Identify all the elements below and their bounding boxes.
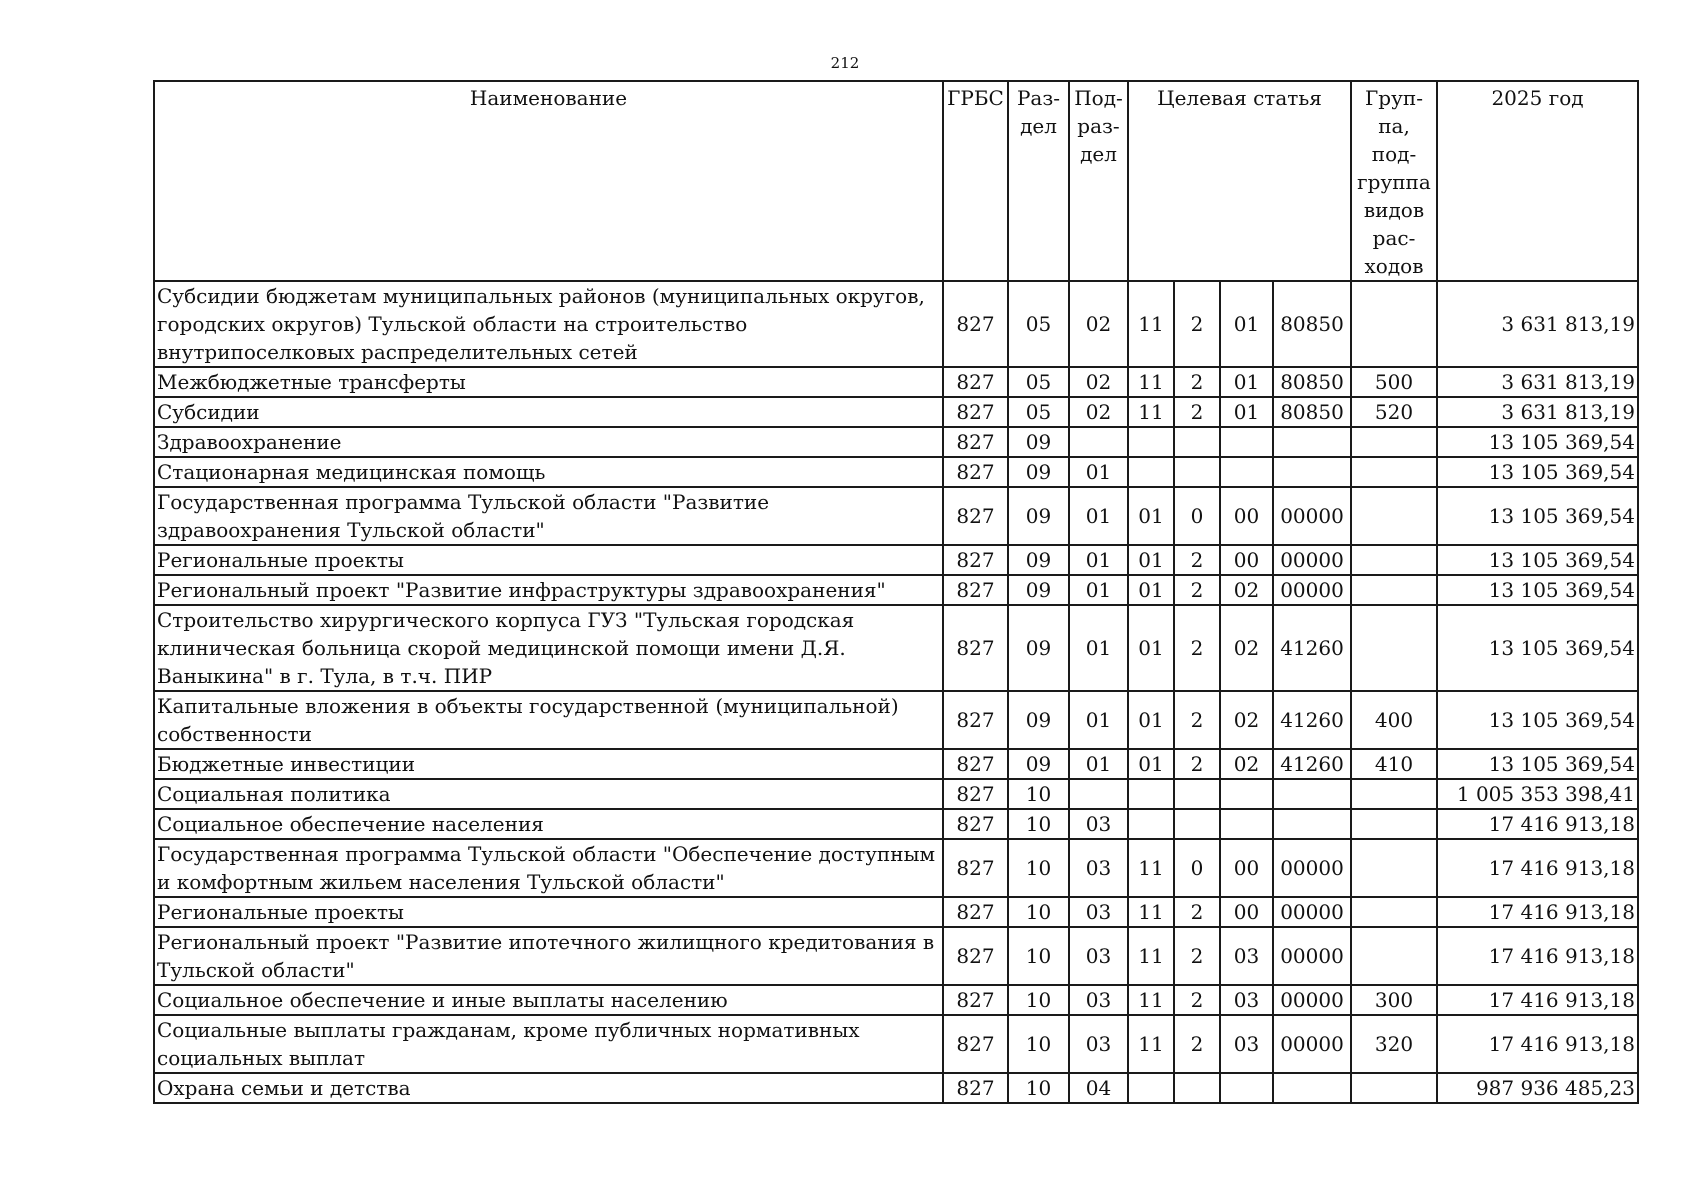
table-row: [154, 927, 1638, 985]
cell-target-type: [1174, 427, 1220, 457]
cell-podrazdel: 02: [1069, 367, 1128, 397]
cell-grbs: 827: [943, 1015, 1008, 1073]
table-row: [154, 367, 1638, 397]
cell-amount: 3 631 813,19: [1437, 397, 1638, 427]
cell-name: Социальная политика: [154, 779, 943, 809]
cell-target-direction: 00000: [1273, 897, 1351, 927]
cell-target-type: 2: [1174, 397, 1220, 427]
cell-podrazdel: 03: [1069, 985, 1128, 1015]
cell-grbs: 827: [943, 545, 1008, 575]
cell-target-type: 0: [1174, 487, 1220, 545]
cell-grbs: 827: [943, 575, 1008, 605]
cell-podrazdel: 01: [1069, 575, 1128, 605]
cell-podrazdel: 01: [1069, 457, 1128, 487]
table-row: [154, 457, 1638, 487]
cell-razdel: 10: [1008, 809, 1069, 839]
cell-razdel: 10: [1008, 779, 1069, 809]
cell-razdel: 10: [1008, 1015, 1069, 1073]
cell-name: Субсидии бюджетам муниципальных районов (муниципальных округов, городских округов) Тульской области на строительство внутрипоселковых распределительных сетей: [154, 281, 943, 367]
table-row: [154, 779, 1638, 809]
cell-razdel: 09: [1008, 457, 1069, 487]
cell-target-type: 2: [1174, 749, 1220, 779]
cell-amount: 1 005 353 398,41: [1437, 779, 1638, 809]
cell-amount: 17 416 913,18: [1437, 1015, 1638, 1073]
cell-podrazdel: 01: [1069, 605, 1128, 691]
cell-target-program: 11: [1128, 927, 1174, 985]
cell-amount: 13 105 369,54: [1437, 487, 1638, 545]
cell-target-type: [1174, 457, 1220, 487]
cell-name: Государственная программа Тульской области "Развитие здравоохранения Тульской области": [154, 487, 943, 545]
cell-target-item: 00: [1220, 487, 1273, 545]
cell-target-type: 2: [1174, 605, 1220, 691]
table-row: [154, 985, 1638, 1015]
header-year: 2025 год: [1437, 81, 1638, 281]
cell-target-program: 01: [1128, 749, 1174, 779]
table-row: [154, 605, 1638, 691]
cell-grbs: 827: [943, 749, 1008, 779]
cell-razdel: 10: [1008, 927, 1069, 985]
cell-podrazdel: 01: [1069, 749, 1128, 779]
cell-target-program: 01: [1128, 487, 1174, 545]
cell-target-program: 11: [1128, 281, 1174, 367]
cell-target-direction: 00000: [1273, 839, 1351, 897]
cell-target-direction: 00000: [1273, 927, 1351, 985]
cell-name: Здравоохранение: [154, 427, 943, 457]
cell-razdel: 10: [1008, 985, 1069, 1015]
cell-target-program: [1128, 779, 1174, 809]
cell-target-direction: [1273, 457, 1351, 487]
cell-grbs: 827: [943, 397, 1008, 427]
cell-target-item: 01: [1220, 397, 1273, 427]
table-header-row: [154, 81, 1638, 281]
cell-podrazdel: [1069, 779, 1128, 809]
header-expense-group: Груп-па, под-группа видов рас-ходов: [1351, 81, 1437, 281]
header-podrazdel: Под-раз-дел: [1069, 81, 1128, 281]
cell-expense-group: [1351, 897, 1437, 927]
cell-razdel: 09: [1008, 749, 1069, 779]
cell-target-type: 0: [1174, 839, 1220, 897]
cell-expense-group: [1351, 457, 1437, 487]
cell-razdel: 05: [1008, 281, 1069, 367]
cell-amount: 3 631 813,19: [1437, 281, 1638, 367]
cell-name: Строительство хирургического корпуса ГУЗ "Тульская городская клиническая больница скорой медицинской помощи имени Д.Я. Ваныкина" в г. Тула, в т.ч. ПИР: [154, 605, 943, 691]
cell-target-type: [1174, 1073, 1220, 1103]
cell-razdel: 10: [1008, 1073, 1069, 1103]
cell-target-item: 01: [1220, 281, 1273, 367]
cell-razdel: 09: [1008, 487, 1069, 545]
cell-target-item: 03: [1220, 927, 1273, 985]
cell-grbs: 827: [943, 809, 1008, 839]
budget-table: [153, 80, 1639, 1104]
cell-razdel: 10: [1008, 897, 1069, 927]
cell-name: Субсидии: [154, 397, 943, 427]
cell-name: Региональные проекты: [154, 897, 943, 927]
cell-amount: 13 105 369,54: [1437, 427, 1638, 457]
cell-grbs: 827: [943, 367, 1008, 397]
cell-podrazdel: [1069, 427, 1128, 457]
cell-razdel: 10: [1008, 839, 1069, 897]
page-number: 212: [830, 54, 860, 72]
cell-razdel: 09: [1008, 545, 1069, 575]
cell-podrazdel: 01: [1069, 691, 1128, 749]
cell-podrazdel: 03: [1069, 839, 1128, 897]
cell-amount: 3 631 813,19: [1437, 367, 1638, 397]
cell-target-direction: 41260: [1273, 605, 1351, 691]
header-razdel: Раз-дел: [1008, 81, 1069, 281]
cell-amount: 987 936 485,23: [1437, 1073, 1638, 1103]
table-body: [154, 281, 1638, 1103]
cell-target-direction: 00000: [1273, 575, 1351, 605]
cell-podrazdel: 02: [1069, 397, 1128, 427]
cell-grbs: 827: [943, 927, 1008, 985]
cell-grbs: 827: [943, 985, 1008, 1015]
cell-amount: 13 105 369,54: [1437, 749, 1638, 779]
cell-target-program: [1128, 1073, 1174, 1103]
cell-grbs: 827: [943, 427, 1008, 457]
cell-target-item: 03: [1220, 1015, 1273, 1073]
cell-name: Бюджетные инвестиции: [154, 749, 943, 779]
cell-target-program: [1128, 427, 1174, 457]
cell-name: Региональные проекты: [154, 545, 943, 575]
cell-grbs: 827: [943, 605, 1008, 691]
cell-name: Капитальные вложения в объекты государственной (муниципальной) собственности: [154, 691, 943, 749]
cell-grbs: 827: [943, 457, 1008, 487]
cell-target-program: 11: [1128, 985, 1174, 1015]
cell-amount: 17 416 913,18: [1437, 897, 1638, 927]
cell-target-item: [1220, 457, 1273, 487]
cell-grbs: 827: [943, 281, 1008, 367]
cell-expense-group: [1351, 545, 1437, 575]
cell-amount: 13 105 369,54: [1437, 691, 1638, 749]
cell-expense-group: 500: [1351, 367, 1437, 397]
cell-target-direction: [1273, 809, 1351, 839]
cell-amount: 17 416 913,18: [1437, 985, 1638, 1015]
cell-name: Социальное обеспечение населения: [154, 809, 943, 839]
cell-target-program: 11: [1128, 839, 1174, 897]
cell-target-type: 2: [1174, 897, 1220, 927]
cell-target-item: 02: [1220, 749, 1273, 779]
header-target-article: Целевая статья: [1128, 81, 1351, 281]
cell-target-item: 00: [1220, 897, 1273, 927]
cell-amount: 13 105 369,54: [1437, 457, 1638, 487]
cell-grbs: 827: [943, 779, 1008, 809]
cell-target-direction: 80850: [1273, 367, 1351, 397]
cell-target-direction: 00000: [1273, 487, 1351, 545]
cell-podrazdel: 01: [1069, 487, 1128, 545]
cell-target-direction: 80850: [1273, 397, 1351, 427]
cell-expense-group: [1351, 839, 1437, 897]
cell-name: Социальное обеспечение и иные выплаты населению: [154, 985, 943, 1015]
cell-target-type: [1174, 809, 1220, 839]
cell-target-program: [1128, 457, 1174, 487]
cell-name: Государственная программа Тульской области "Обеспечение доступным и комфортным жильем населения Тульской области": [154, 839, 943, 897]
cell-name: Региональный проект "Развитие ипотечного жилищного кредитования в Тульской области": [154, 927, 943, 985]
cell-target-item: 03: [1220, 985, 1273, 1015]
cell-name: Социальные выплаты гражданам, кроме публичных нормативных социальных выплат: [154, 1015, 943, 1073]
cell-target-item: [1220, 1073, 1273, 1103]
table-row: [154, 1073, 1638, 1103]
table-row: [154, 427, 1638, 457]
cell-grbs: 827: [943, 839, 1008, 897]
cell-target-direction: [1273, 779, 1351, 809]
cell-target-direction: 00000: [1273, 985, 1351, 1015]
cell-expense-group: [1351, 575, 1437, 605]
table-row: [154, 809, 1638, 839]
cell-podrazdel: 02: [1069, 281, 1128, 367]
cell-expense-group: [1351, 281, 1437, 367]
cell-target-item: 00: [1220, 545, 1273, 575]
cell-amount: 17 416 913,18: [1437, 839, 1638, 897]
cell-razdel: 05: [1008, 397, 1069, 427]
cell-target-type: [1174, 779, 1220, 809]
cell-amount: 17 416 913,18: [1437, 809, 1638, 839]
cell-expense-group: 410: [1351, 749, 1437, 779]
cell-expense-group: 520: [1351, 397, 1437, 427]
cell-amount: 17 416 913,18: [1437, 927, 1638, 985]
cell-expense-group: 320: [1351, 1015, 1437, 1073]
cell-target-program: 01: [1128, 605, 1174, 691]
cell-podrazdel: 01: [1069, 545, 1128, 575]
table-row: [154, 487, 1638, 545]
cell-name: Охрана семьи и детства: [154, 1073, 943, 1103]
header-grbs: ГРБС: [943, 81, 1008, 281]
table-row: [154, 897, 1638, 927]
cell-target-type: 2: [1174, 545, 1220, 575]
cell-target-program: 01: [1128, 691, 1174, 749]
cell-target-direction: 80850: [1273, 281, 1351, 367]
cell-razdel: 05: [1008, 367, 1069, 397]
cell-target-direction: 41260: [1273, 691, 1351, 749]
cell-podrazdel: 03: [1069, 897, 1128, 927]
cell-target-item: 02: [1220, 691, 1273, 749]
cell-target-direction: 00000: [1273, 545, 1351, 575]
table-row: [154, 575, 1638, 605]
cell-target-program: 11: [1128, 367, 1174, 397]
cell-target-type: 2: [1174, 575, 1220, 605]
cell-grbs: 827: [943, 691, 1008, 749]
table-row: [154, 281, 1638, 367]
table-row: [154, 397, 1638, 427]
table-row: [154, 691, 1638, 749]
cell-name: Региональный проект "Развитие инфраструктуры здравоохранения": [154, 575, 943, 605]
cell-target-item: [1220, 427, 1273, 457]
cell-target-item: 02: [1220, 605, 1273, 691]
cell-expense-group: [1351, 779, 1437, 809]
cell-target-program: 01: [1128, 545, 1174, 575]
cell-razdel: 09: [1008, 427, 1069, 457]
table-row: [154, 1015, 1638, 1073]
cell-podrazdel: 03: [1069, 1015, 1128, 1073]
cell-podrazdel: 04: [1069, 1073, 1128, 1103]
cell-podrazdel: 03: [1069, 809, 1128, 839]
cell-target-type: 2: [1174, 1015, 1220, 1073]
cell-name: Стационарная медицинская помощь: [154, 457, 943, 487]
cell-amount: 13 105 369,54: [1437, 545, 1638, 575]
header-name: Наименование: [154, 81, 943, 281]
cell-target-type: 2: [1174, 927, 1220, 985]
cell-target-program: 01: [1128, 575, 1174, 605]
table-row: [154, 839, 1638, 897]
table-row: [154, 545, 1638, 575]
cell-amount: 13 105 369,54: [1437, 605, 1638, 691]
cell-target-item: [1220, 809, 1273, 839]
cell-target-item: 00: [1220, 839, 1273, 897]
cell-target-item: [1220, 779, 1273, 809]
cell-expense-group: [1351, 605, 1437, 691]
cell-amount: 13 105 369,54: [1437, 575, 1638, 605]
cell-target-type: 2: [1174, 985, 1220, 1015]
cell-target-type: 2: [1174, 691, 1220, 749]
table-row: [154, 749, 1638, 779]
cell-razdel: 09: [1008, 605, 1069, 691]
cell-grbs: 827: [943, 487, 1008, 545]
cell-target-program: 11: [1128, 397, 1174, 427]
cell-expense-group: [1351, 1073, 1437, 1103]
cell-target-direction: [1273, 427, 1351, 457]
cell-razdel: 09: [1008, 575, 1069, 605]
cell-target-direction: [1273, 1073, 1351, 1103]
cell-grbs: 827: [943, 897, 1008, 927]
cell-expense-group: [1351, 927, 1437, 985]
cell-name: Межбюджетные трансферты: [154, 367, 943, 397]
cell-target-item: 02: [1220, 575, 1273, 605]
cell-target-item: 01: [1220, 367, 1273, 397]
cell-target-type: 2: [1174, 281, 1220, 367]
cell-expense-group: [1351, 809, 1437, 839]
cell-target-program: [1128, 809, 1174, 839]
cell-target-type: 2: [1174, 367, 1220, 397]
cell-target-program: 11: [1128, 897, 1174, 927]
cell-grbs: 827: [943, 1073, 1008, 1103]
cell-expense-group: [1351, 487, 1437, 545]
cell-target-direction: 00000: [1273, 1015, 1351, 1073]
cell-razdel: 09: [1008, 691, 1069, 749]
cell-expense-group: [1351, 427, 1437, 457]
cell-expense-group: 300: [1351, 985, 1437, 1015]
cell-target-direction: 41260: [1273, 749, 1351, 779]
cell-expense-group: 400: [1351, 691, 1437, 749]
cell-target-program: 11: [1128, 1015, 1174, 1073]
cell-podrazdel: 03: [1069, 927, 1128, 985]
